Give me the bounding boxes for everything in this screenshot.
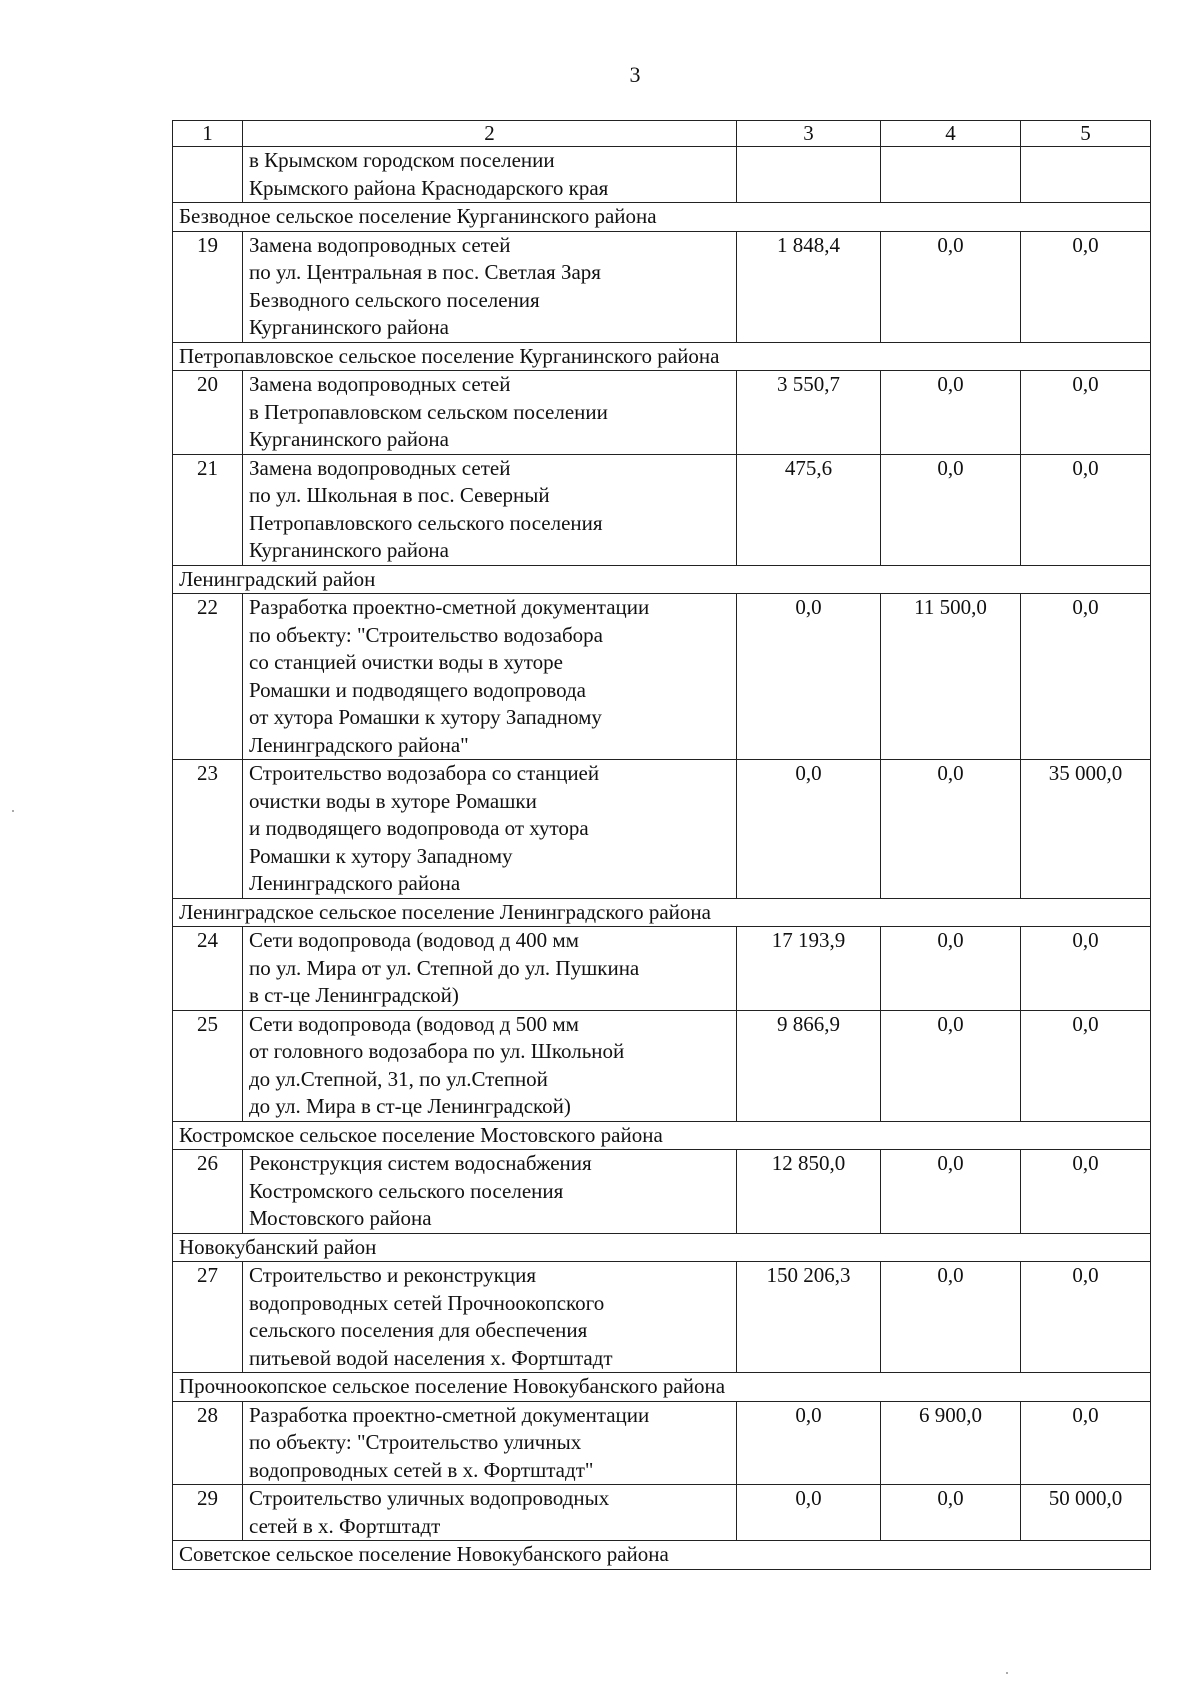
section-title: Петропавловское сельское поселение Курганинского района — [173, 342, 1151, 371]
row-description: Реконструкция систем водоснабжения Костромского сельского поселения Мостовского района — [243, 1150, 737, 1234]
value-col-5: 0,0 — [1021, 927, 1151, 1011]
section-row — [173, 1541, 1151, 1570]
row-description: Замена водопроводных сетей в Петропавловском сельском поселении Курганинского района — [243, 371, 737, 455]
row-description: Сети водопровода (водовод д 500 мм от головного водозабора по ул. Школьной до ул.Степной, 31, по ул.Степной до ул. Мира в ст-це Ленинградской) — [243, 1010, 737, 1121]
row-description: Разработка проектно-сметной документации по объекту: "Строительство водозабора со станцией очистки воды в хуторе Ромашки и подводящего водопровода от хутора Ромашки к хутору Западному Ленинградского района" — [243, 594, 737, 760]
table-row — [173, 927, 1151, 1011]
section-row — [173, 203, 1151, 232]
value-col-3: 3 550,7 — [737, 371, 881, 455]
value-col-4: 0,0 — [881, 1262, 1021, 1373]
row-description: Строительство уличных водопроводных сетей в х. Фортштадт — [243, 1485, 737, 1541]
section-row — [173, 1373, 1151, 1402]
value-col-5: 0,0 — [1021, 594, 1151, 760]
value-col-3: 12 850,0 — [737, 1150, 881, 1234]
section-row — [173, 1233, 1151, 1262]
value-col-5: 0,0 — [1021, 454, 1151, 565]
table-row — [173, 760, 1151, 899]
value-col-3 — [737, 147, 881, 203]
value-col-4 — [881, 147, 1021, 203]
value-col-4: 0,0 — [881, 371, 1021, 455]
value-col-5: 50 000,0 — [1021, 1485, 1151, 1541]
value-col-3: 0,0 — [737, 594, 881, 760]
value-col-3: 1 848,4 — [737, 231, 881, 342]
row-number: 29 — [173, 1485, 243, 1541]
section-title: Прочноокопское сельское поселение Новокубанского района — [173, 1373, 1151, 1402]
scan-speck — [1006, 1672, 1008, 1674]
value-col-5 — [1021, 147, 1151, 203]
column-header: 1 — [173, 121, 243, 147]
row-number: 27 — [173, 1262, 243, 1373]
row-number: 20 — [173, 371, 243, 455]
value-col-4: 0,0 — [881, 1010, 1021, 1121]
table-row — [173, 1262, 1151, 1373]
column-header: 3 — [737, 121, 881, 147]
value-col-3: 17 193,9 — [737, 927, 881, 1011]
row-description: Строительство водозабора со станцией очистки воды в хуторе Ромашки и подводящего водопровода от хутора Ромашки к хутору Западному Ленинградского района — [243, 760, 737, 899]
row-number: 22 — [173, 594, 243, 760]
value-col-3: 0,0 — [737, 760, 881, 899]
value-col-5: 35 000,0 — [1021, 760, 1151, 899]
row-number: 28 — [173, 1401, 243, 1485]
section-title: Костромское сельское поселение Мостовского района — [173, 1121, 1151, 1150]
table-row — [173, 1010, 1151, 1121]
row-number: 24 — [173, 927, 243, 1011]
value-col-4: 0,0 — [881, 927, 1021, 1011]
value-col-4: 0,0 — [881, 1150, 1021, 1234]
column-header: 5 — [1021, 121, 1151, 147]
row-number: 21 — [173, 454, 243, 565]
scan-speck — [12, 810, 14, 812]
row-description: Замена водопроводных сетей по ул. Школьная в пос. Северный Петропавловского сельского поселения Курганинского района — [243, 454, 737, 565]
table-row — [173, 454, 1151, 565]
section-row — [173, 898, 1151, 927]
value-col-4: 6 900,0 — [881, 1401, 1021, 1485]
row-description: Сети водопровода (водовод д 400 мм по ул. Мира от ул. Степной до ул. Пушкина в ст-це Ленинградской) — [243, 927, 737, 1011]
value-col-5: 0,0 — [1021, 231, 1151, 342]
row-number: 23 — [173, 760, 243, 899]
section-title: Советское сельское поселение Новокубанского района — [173, 1541, 1151, 1570]
table-row — [173, 1485, 1151, 1541]
section-title: Ленинградский район — [173, 565, 1151, 594]
value-col-3: 150 206,3 — [737, 1262, 881, 1373]
value-col-5: 0,0 — [1021, 1262, 1151, 1373]
table-row — [173, 147, 1151, 203]
value-col-3: 9 866,9 — [737, 1010, 881, 1121]
value-col-5: 0,0 — [1021, 371, 1151, 455]
row-number: 26 — [173, 1150, 243, 1234]
column-header: 2 — [243, 121, 737, 147]
row-number — [173, 147, 243, 203]
table-row — [173, 594, 1151, 760]
table-row — [173, 1401, 1151, 1485]
table-row — [173, 1150, 1151, 1234]
value-col-4: 0,0 — [881, 454, 1021, 565]
value-col-5: 0,0 — [1021, 1150, 1151, 1234]
column-header: 4 — [881, 121, 1021, 147]
value-col-3: 475,6 — [737, 454, 881, 565]
section-title: Ленинградское сельское поселение Ленинградского района — [173, 898, 1151, 927]
section-title: Безводное сельское поселение Курганинского района — [173, 203, 1151, 232]
section-row — [173, 565, 1151, 594]
table-body — [173, 147, 1151, 1570]
value-col-5: 0,0 — [1021, 1401, 1151, 1485]
row-description: Строительство и реконструкция водопроводных сетей Прочноокопского сельского поселения для обеспечения питьевой водой населения х. Фортштадт — [243, 1262, 737, 1373]
row-description: Замена водопроводных сетей по ул. Центральная в пос. Светлая Заря Безводного сельского поселения Курганинского района — [243, 231, 737, 342]
value-col-4: 0,0 — [881, 1485, 1021, 1541]
table-row — [173, 231, 1151, 342]
value-col-5: 0,0 — [1021, 1010, 1151, 1121]
section-row — [173, 1121, 1151, 1150]
value-col-4: 0,0 — [881, 231, 1021, 342]
value-col-4: 0,0 — [881, 760, 1021, 899]
header-row — [173, 121, 1151, 147]
row-number: 19 — [173, 231, 243, 342]
value-col-4: 11 500,0 — [881, 594, 1021, 760]
row-description: в Крымском городском поселении Крымского района Краснодарского края — [243, 147, 737, 203]
value-col-3: 0,0 — [737, 1401, 881, 1485]
section-row — [173, 342, 1151, 371]
table-row — [173, 371, 1151, 455]
page-number: 3 — [629, 62, 641, 87]
budget-table — [172, 120, 1151, 1570]
value-col-3: 0,0 — [737, 1485, 881, 1541]
row-number: 25 — [173, 1010, 243, 1121]
section-title: Новокубанский район — [173, 1233, 1151, 1262]
row-description: Разработка проектно-сметной документации по объекту: "Строительство уличных водопроводных сетей в х. Фортштадт" — [243, 1401, 737, 1485]
